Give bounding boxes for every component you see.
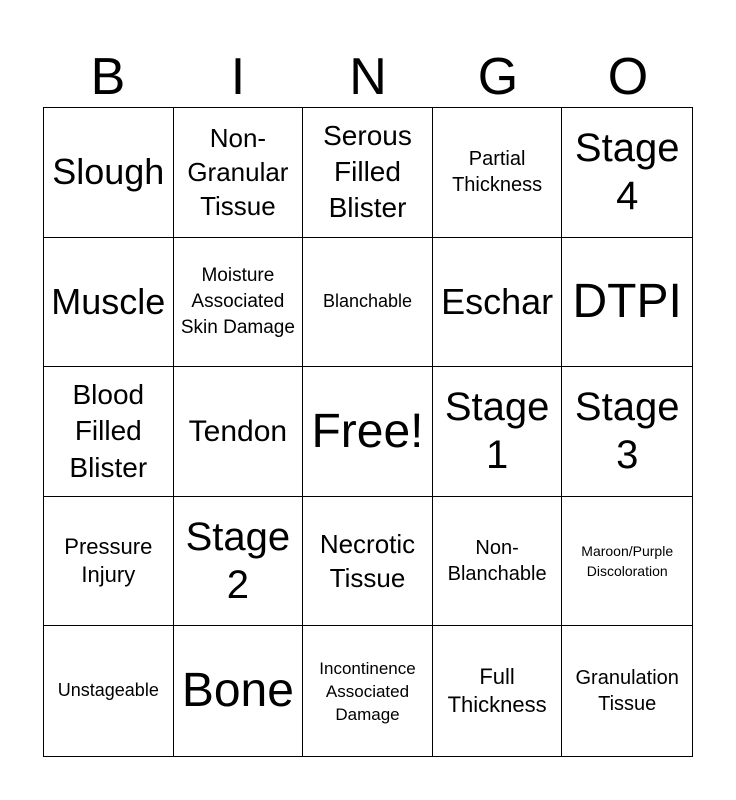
bingo-cell-maroon-purple-discoloration[interactable] <box>562 497 692 627</box>
cell-label: Moisture Associated Skin Damage <box>180 264 295 338</box>
bingo-cell-unstageable[interactable] <box>44 626 174 756</box>
bingo-cell-necrotic-tissue[interactable] <box>303 497 433 627</box>
bingo-header <box>43 44 693 106</box>
bingo-cell-pressure-injury[interactable] <box>44 497 174 627</box>
cell-label: Unstageable <box>57 680 159 701</box>
bingo-cell-serous-filled-blister[interactable] <box>303 108 433 238</box>
bingo-cell-granulation-tissue[interactable] <box>562 626 692 756</box>
header-letter-n: N <box>349 48 387 106</box>
cell-label: Tendon <box>188 414 288 448</box>
bingo-cell-incontinence-associated-damage[interactable] <box>303 626 433 756</box>
cell-label: Pressure Injury <box>64 533 153 588</box>
bingo-cell-dtpi[interactable] <box>562 238 692 368</box>
bingo-cell-full-thickness[interactable] <box>433 626 563 756</box>
bingo-cell-stage-1[interactable] <box>433 367 563 497</box>
bingo-cell-eschar[interactable] <box>433 238 563 368</box>
cell-label: Full Thickness <box>447 664 547 718</box>
header-letter-b: B <box>90 48 126 106</box>
bingo-cell-free-space[interactable] <box>303 367 433 497</box>
cell-label: Non-Blanchable <box>447 537 547 586</box>
header-letter-i: I <box>230 48 246 106</box>
cell-label: Stage 1 <box>444 385 550 478</box>
cell-label: Necrotic Tissue <box>319 528 416 594</box>
cell-label: Non-Granular Tissue <box>187 122 289 222</box>
bingo-cell-muscle[interactable] <box>44 238 174 368</box>
bingo-cell-non-blanchable[interactable] <box>433 497 563 627</box>
cell-label: Maroon/Purple Discoloration <box>581 542 674 580</box>
cell-label: Granulation Tissue <box>575 667 679 716</box>
cell-label: Bone <box>181 664 294 718</box>
cell-label: Incontinence Associated Damage <box>319 658 416 724</box>
cell-label: Stage 4 <box>574 126 680 219</box>
header-letter-o: O <box>607 48 649 106</box>
bingo-cell-stage-2[interactable] <box>174 497 304 627</box>
bingo-cell-partial-thickness[interactable] <box>433 108 563 238</box>
cell-label: Serous Filled Blister <box>323 119 412 224</box>
cell-label: Blanchable <box>322 290 413 311</box>
cell-label: Slough <box>52 151 165 193</box>
cell-label: Partial Thickness <box>452 148 543 197</box>
bingo-cell-bone[interactable] <box>174 626 304 756</box>
bingo-cell-stage-4[interactable] <box>562 108 692 238</box>
cell-label: DTPI <box>572 274 682 328</box>
bingo-cell-slough[interactable] <box>44 108 174 238</box>
bingo-cell-moisture-associated-skin-damage[interactable] <box>174 238 304 368</box>
bingo-cell-blood-filled-blister[interactable] <box>44 367 174 497</box>
cell-label: Stage 2 <box>185 515 291 608</box>
header-letter-g: G <box>477 48 519 106</box>
cell-label: Stage 3 <box>574 385 680 478</box>
cell-label: Muscle <box>51 280 166 322</box>
cell-label: Free! <box>311 404 424 458</box>
bingo-board <box>43 107 693 757</box>
cell-label: Blood Filled Blister <box>69 378 148 483</box>
bingo-cell-non-granular-tissue[interactable] <box>174 108 304 238</box>
bingo-cell-tendon[interactable] <box>174 367 304 497</box>
bingo-cell-stage-3[interactable] <box>562 367 692 497</box>
bingo-cell-blanchable[interactable] <box>303 238 433 368</box>
cell-label: Eschar <box>441 280 554 322</box>
